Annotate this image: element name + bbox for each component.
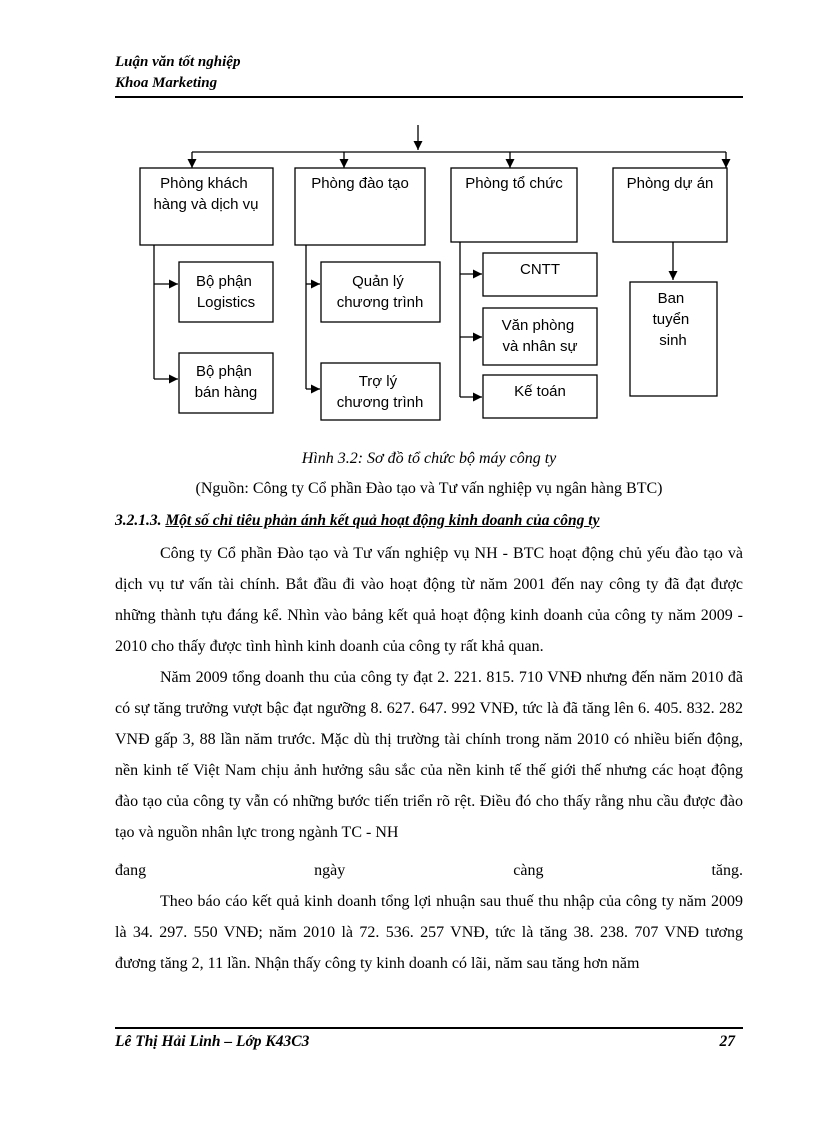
paragraph-2-last-line: đang ngày càng tăng. <box>115 862 743 879</box>
dept-organization-label: Phòng tổ chức <box>465 175 563 192</box>
header-faculty-label: Khoa Marketing <box>115 75 218 91</box>
unit-logistics <box>179 262 273 322</box>
unit-program-management-line-1: Quản lý <box>352 273 404 290</box>
unit-admissions-line-2: tuyển <box>652 311 690 328</box>
unit-program-assistant-line-1: Trợ lý <box>358 373 398 390</box>
figure-title: Hình 3.2: Sơ đồ tổ chức bộ máy công ty <box>301 450 557 467</box>
unit-program-assistant-line-2: chương trình <box>336 394 424 411</box>
paragraph-1-text: Công ty Cổ phần Đào tạo và Tư vấn nghiệp vụ NH - BTC hoạt động chủ yếu đào tạo và dịch vụ tư vấn tài chính. Bắt đầu đi vào hoạt động từ năm 2001 đến nay công ty đã đạt được những thành tựu đáng kể. Nhìn vào bảng kết quả hoạt động kinh doanh của công ty năm 2009 - 2010 cho thấy được tình hình kinh doanh của công ty rất khả quan. <box>115 545 743 655</box>
unit-program-management-line-2: chương trình <box>336 294 424 311</box>
unit-accounting <box>483 375 597 418</box>
page-number: 27 <box>719 1033 735 1050</box>
dept-projects <box>613 168 727 242</box>
dept-customer-service-line-2: hàng và dịch vụ <box>153 196 259 213</box>
unit-office-hr <box>483 308 597 365</box>
unit-sales-line-1: Bộ phận <box>195 363 252 380</box>
unit-sales-line-2: bán hàng <box>194 384 258 401</box>
unit-it <box>483 253 597 296</box>
unit-accounting-label: Kế toán <box>514 383 566 400</box>
unit-office-hr-line-2: và nhân sự <box>502 338 578 355</box>
svg-text:Phòng tổ chức <box>465 175 563 192</box>
figure-source: (Nguồn: Công ty Cổ phần Đào tạo và Tư vấn nghiệp vụ ngân hàng BTC) <box>195 480 663 497</box>
page-footer <box>115 1033 743 1051</box>
svg-text:Phòng đào tạo <box>311 175 409 192</box>
section-title: Một số chỉ tiêu phản ánh kết quả hoạt động kinh doanh của công ty <box>165 512 600 529</box>
svg-text:Phòng dự án <box>627 175 714 192</box>
dept-training <box>295 168 425 245</box>
paragraph-2-text: Năm 2009 tổng doanh thu của công ty đạt 2. 221. 815. 710 VNĐ nhưng đến năm 2010 đã có sự tăng trưởng vượt bậc đạt ngưỡng 8. 627. 647. 992 VNĐ, tức là đã tăng lên 6. 405. 832. 282 VNĐ gấp 3, 88 lần năm trước. Mặc dù thị trường tài chính trong năm 2010 có nhiều biến động, nền kinh tế Việt Nam chịu ảnh hưởng sâu sắc của nền kinh tế thế giới thế nhưng các hoạt động đào tạo của công ty vẫn có những bước tiến triển rõ rệt. Điều đó cho thấy rằng nhu cầu được đào tạo và nguồn nhân lực trong ngành TC - NH <box>115 669 743 841</box>
org-chart-diagram <box>0 0 816 440</box>
body-paragraph-2 <box>115 662 743 848</box>
unit-program-management <box>321 262 440 322</box>
unit-admissions-line-3: sinh <box>659 332 687 349</box>
section-number: 3.2.1.3. <box>115 512 162 529</box>
unit-office-hr-line-1: Văn phòng <box>501 317 575 334</box>
footer-author: Lê Thị Hải Linh – Lớp K43C3 <box>115 1033 310 1050</box>
unit-program-assistant <box>321 363 440 420</box>
svg-text:CNTT <box>520 261 560 278</box>
unit-admissions <box>630 282 717 396</box>
paragraph-3-text: Theo báo cáo kết quả kinh doanh tổng lợi nhuận sau thuế thu nhập của công ty năm 2009 là 34. 297. 550 VNĐ; năm 2010 là 72. 536. 257 VNĐ, tức là tăng 38. 238. 707 VNĐ tương đương tăng 2, 11 lần. Nhận thấy công ty kinh doanh có lãi, năm sau tăng hơn năm <box>115 893 743 972</box>
body-paragraph-1 <box>115 538 743 662</box>
dept-projects-label: Phòng dự án <box>626 175 714 192</box>
body-paragraph-3 <box>115 886 743 979</box>
dept-customer-service-line-1: Phòng khách <box>160 175 248 192</box>
unit-logistics-line-2: Logistics <box>196 294 256 311</box>
dept-customer-service <box>140 168 273 245</box>
unit-sales <box>179 353 273 413</box>
unit-logistics-line-1: Bộ phận <box>195 273 252 290</box>
unit-it-label: CNTT <box>520 261 560 278</box>
footer-divider <box>115 1027 743 1029</box>
section-heading <box>115 512 743 530</box>
dept-training-label: Phòng đào tạo <box>311 175 409 192</box>
dept-organization <box>451 168 577 242</box>
header-thesis-label: Luận văn tốt nghiệp <box>115 54 241 70</box>
svg-text:Kế toán <box>514 383 566 400</box>
body-paragraph-2-last-line <box>115 855 743 886</box>
unit-admissions-line-1: Ban <box>657 290 685 307</box>
